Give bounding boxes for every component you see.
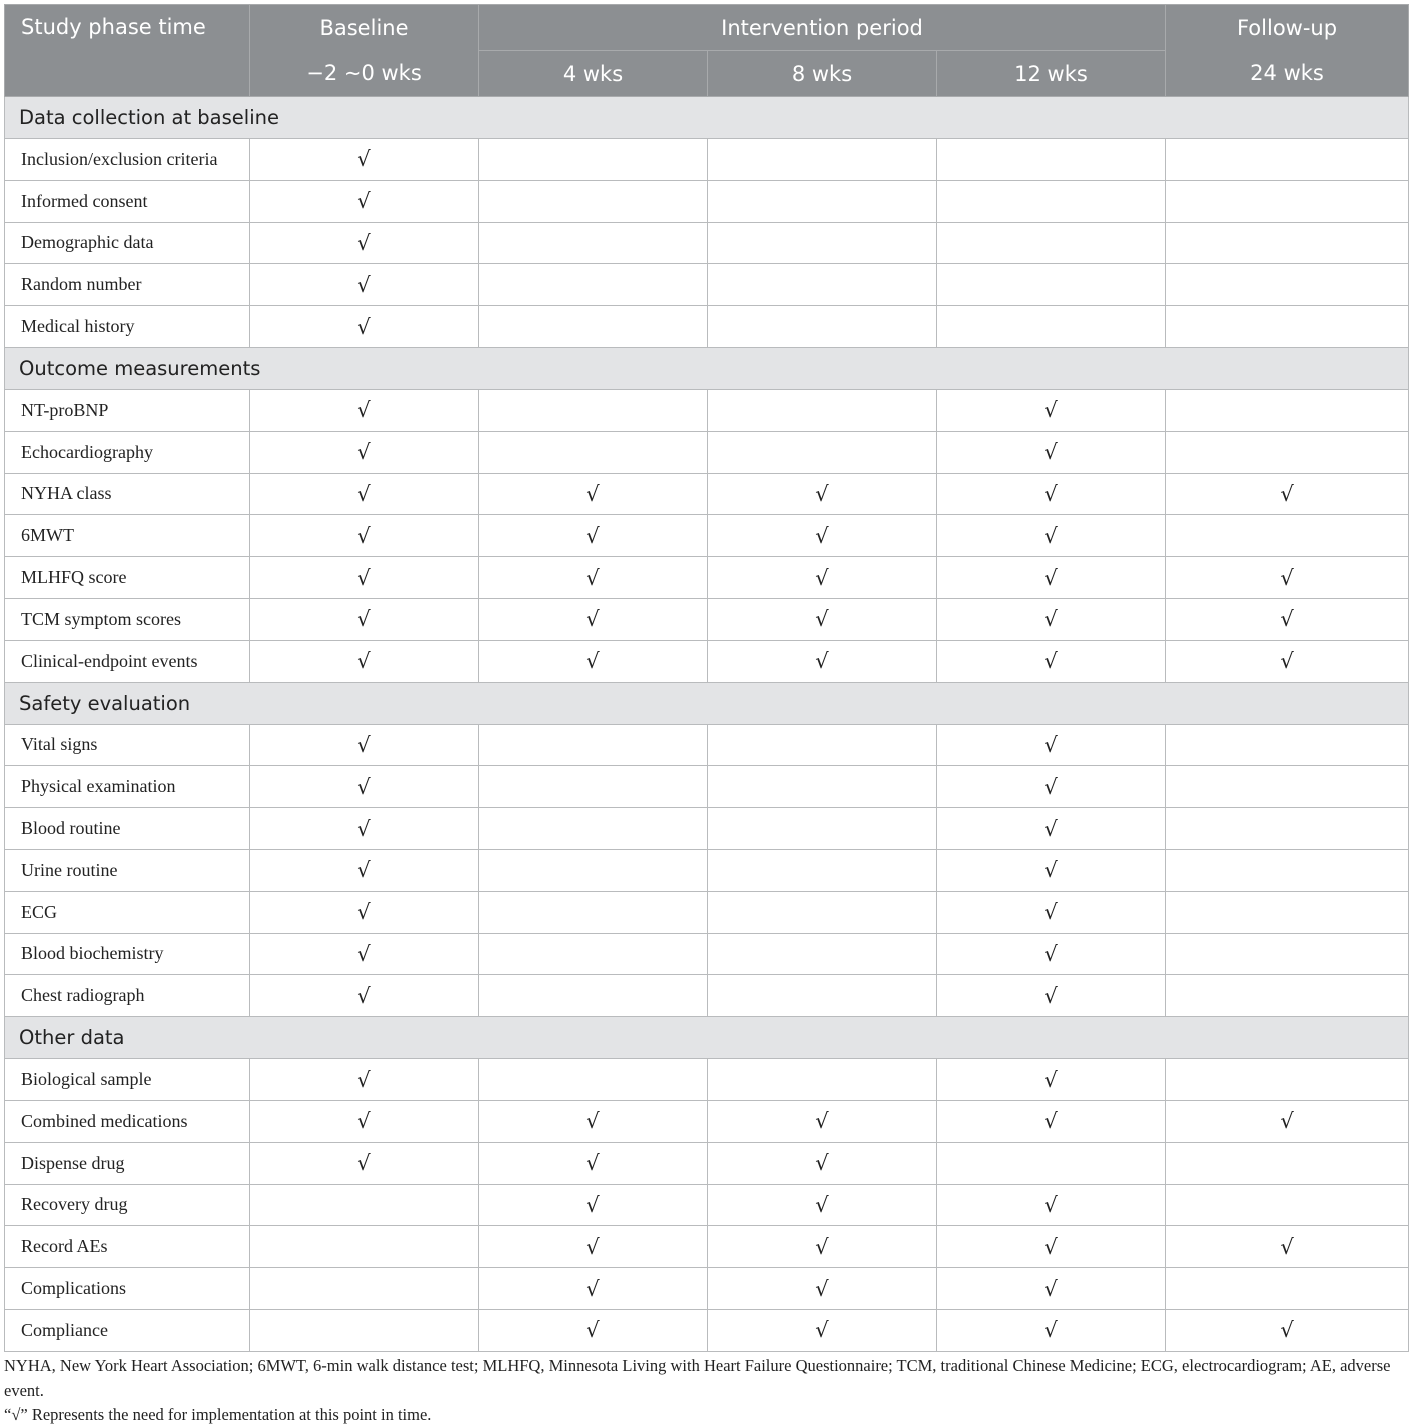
schedule-cell: [250, 1309, 479, 1351]
table-row: [5, 139, 1409, 181]
schedule-cell: [1166, 222, 1409, 264]
section-row: [5, 682, 1409, 724]
schedule-cell: [250, 598, 479, 640]
schedule-cell: [708, 598, 937, 640]
schedule-cell: [708, 1059, 937, 1101]
row-label: MLHFQ score: [5, 557, 250, 599]
table-row: [5, 1184, 1409, 1226]
check-mark-icon: √: [357, 481, 371, 506]
schedule-cell: [1166, 1142, 1409, 1184]
check-mark-icon: √: [815, 649, 829, 674]
schedule-cell: [479, 473, 708, 515]
check-mark-icon: √: [815, 523, 829, 548]
schedule-cell: [250, 139, 479, 181]
schedule-cell: [479, 1268, 708, 1310]
check-mark-icon: √: [586, 565, 600, 590]
schedule-cell: [1166, 849, 1409, 891]
check-mark-icon: √: [815, 1151, 829, 1176]
schedule-cell: [708, 473, 937, 515]
footnote-abbreviations: NYHA, New York Heart Association; 6MWT, 6-min walk distance test; MLHFQ, Minnesota Living with Heart Failure Questionnaire; TCM, traditional Chinese Medicine; ECG, electrocardiogram; AE, adverse event.: [4, 1356, 1391, 1400]
check-mark-icon: √: [1044, 481, 1058, 506]
check-mark-icon: √: [1280, 565, 1294, 590]
check-mark-icon: √: [1280, 1318, 1294, 1343]
schedule-cell: [708, 222, 937, 264]
schedule-cell: [937, 139, 1166, 181]
table-body: [5, 97, 1409, 1352]
schedule-cell: [1166, 473, 1409, 515]
section-title: Safety evaluation: [5, 682, 1409, 724]
schedule-cell: [937, 180, 1166, 222]
schedule-cell: [250, 1184, 479, 1226]
table-row: [5, 1226, 1409, 1268]
schedule-cell: [479, 389, 708, 431]
row-label: Physical examination: [5, 766, 250, 808]
schedule-cell: [250, 808, 479, 850]
table-row: [5, 891, 1409, 933]
schedule-cell: [937, 515, 1166, 557]
schedule-cell: [708, 1100, 937, 1142]
schedule-cell: [250, 389, 479, 431]
table-row: [5, 598, 1409, 640]
schedule-cell: [479, 766, 708, 808]
schedule-cell: [708, 808, 937, 850]
schedule-cell: [250, 849, 479, 891]
schedule-cell: [250, 1226, 479, 1268]
check-mark-icon: √: [1044, 774, 1058, 799]
header-12-wks: 12 wks: [937, 51, 1166, 97]
schedule-cell: [708, 640, 937, 682]
table-row: [5, 306, 1409, 348]
check-mark-icon: √: [586, 649, 600, 674]
schedule-cell: [1166, 139, 1409, 181]
schedule-cell: [708, 139, 937, 181]
footnote-check-meaning: “√” Represents the need for implementation at this point in time.: [4, 1405, 432, 1424]
schedule-cell: [708, 306, 937, 348]
schedule-cell: [250, 1100, 479, 1142]
row-label: NYHA class: [5, 473, 250, 515]
schedule-cell: [479, 849, 708, 891]
schedule-cell: [1166, 766, 1409, 808]
schedule-cell: [479, 1100, 708, 1142]
check-mark-icon: √: [1044, 1234, 1058, 1259]
row-label: Inclusion/exclusion criteria: [5, 139, 250, 181]
row-label: ECG: [5, 891, 250, 933]
schedule-cell: [250, 306, 479, 348]
table-row: [5, 724, 1409, 766]
section-title: Data collection at baseline: [5, 97, 1409, 139]
schedule-cell: [479, 431, 708, 473]
table-row: [5, 640, 1409, 682]
check-mark-icon: √: [1044, 398, 1058, 423]
row-label: Demographic data: [5, 222, 250, 264]
row-label: Random number: [5, 264, 250, 306]
table-row: [5, 473, 1409, 515]
table-row: [5, 849, 1409, 891]
check-mark-icon: √: [357, 774, 371, 799]
check-mark-icon: √: [357, 941, 371, 966]
schedule-cell: [1166, 264, 1409, 306]
schedule-cell: [708, 1268, 937, 1310]
schedule-cell: [708, 891, 937, 933]
check-mark-icon: √: [357, 440, 371, 465]
section-row: [5, 1017, 1409, 1059]
check-mark-icon: √: [357, 858, 371, 883]
schedule-cell: [708, 1184, 937, 1226]
schedule-cell: [250, 264, 479, 306]
row-label: Medical history: [5, 306, 250, 348]
schedule-cell: [937, 222, 1166, 264]
schedule-cell: [250, 891, 479, 933]
schedule-cell: [479, 222, 708, 264]
row-label: Blood routine: [5, 808, 250, 850]
schedule-cell: [479, 933, 708, 975]
schedule-cell: [1166, 598, 1409, 640]
check-mark-icon: √: [1044, 1109, 1058, 1134]
check-mark-icon: √: [357, 649, 371, 674]
schedule-cell: [708, 1142, 937, 1184]
schedule-cell: [708, 766, 937, 808]
schedule-cell: [937, 1268, 1166, 1310]
row-label: Biological sample: [5, 1059, 250, 1101]
check-mark-icon: √: [1044, 1192, 1058, 1217]
header-baseline: Baseline: [250, 5, 479, 51]
check-mark-icon: √: [357, 230, 371, 255]
schedule-cell: [250, 1142, 479, 1184]
schedule-cell: [937, 1184, 1166, 1226]
table-row: [5, 766, 1409, 808]
check-mark-icon: √: [357, 1109, 371, 1134]
table-row: [5, 933, 1409, 975]
table-row: [5, 431, 1409, 473]
check-mark-icon: √: [1044, 565, 1058, 590]
schedule-cell: [479, 1142, 708, 1184]
schedule-cell: [1166, 1268, 1409, 1310]
schedule-cell: [937, 473, 1166, 515]
check-mark-icon: √: [357, 398, 371, 423]
schedule-cell: [1166, 975, 1409, 1017]
check-mark-icon: √: [1044, 1276, 1058, 1301]
check-mark-icon: √: [1280, 481, 1294, 506]
schedule-cell: [1166, 1059, 1409, 1101]
schedule-cell: [479, 557, 708, 599]
table-row: [5, 1142, 1409, 1184]
schedule-cell: [937, 431, 1166, 473]
schedule-cell: [937, 389, 1166, 431]
check-mark-icon: √: [815, 1109, 829, 1134]
check-mark-icon: √: [1044, 816, 1058, 841]
check-mark-icon: √: [1044, 900, 1058, 925]
schedule-cell: [479, 808, 708, 850]
schedule-cell: [708, 264, 937, 306]
table-row: [5, 515, 1409, 557]
schedule-cell: [708, 515, 937, 557]
schedule-cell: [937, 598, 1166, 640]
check-mark-icon: √: [586, 1109, 600, 1134]
check-mark-icon: √: [357, 732, 371, 757]
check-mark-icon: √: [357, 1067, 371, 1092]
check-mark-icon: √: [1044, 607, 1058, 632]
schedule-cell: [250, 515, 479, 557]
check-mark-icon: √: [1044, 523, 1058, 548]
row-label: Clinical-endpoint events: [5, 640, 250, 682]
check-mark-icon: √: [586, 523, 600, 548]
schedule-cell: [937, 808, 1166, 850]
row-label: Urine routine: [5, 849, 250, 891]
row-label: Combined medications: [5, 1100, 250, 1142]
table-footnotes: [4, 1354, 1409, 1428]
check-mark-icon: √: [815, 1318, 829, 1343]
row-label: Dispense drug: [5, 1142, 250, 1184]
row-label: TCM symptom scores: [5, 598, 250, 640]
section-title: Outcome measurements: [5, 347, 1409, 389]
schedule-cell: [250, 557, 479, 599]
check-mark-icon: √: [357, 523, 371, 548]
check-mark-icon: √: [1044, 1318, 1058, 1343]
schedule-cell: [479, 264, 708, 306]
check-mark-icon: √: [586, 607, 600, 632]
schedule-cell: [1166, 515, 1409, 557]
schedule-cell: [479, 640, 708, 682]
schedule-cell: [937, 264, 1166, 306]
table-row: [5, 808, 1409, 850]
table-row: [5, 975, 1409, 1017]
schedule-cell: [708, 557, 937, 599]
check-mark-icon: √: [815, 607, 829, 632]
section-title: Other data: [5, 1017, 1409, 1059]
header-8-wks: 8 wks: [708, 51, 937, 97]
table-row: [5, 1268, 1409, 1310]
schedule-cell: [479, 724, 708, 766]
check-mark-icon: √: [357, 607, 371, 632]
table-row: [5, 389, 1409, 431]
check-mark-icon: √: [586, 1192, 600, 1217]
header-baseline-time: −2 ∼0 wks: [250, 51, 479, 97]
schedule-cell: [1166, 431, 1409, 473]
check-mark-icon: √: [586, 1276, 600, 1301]
schedule-cell: [937, 640, 1166, 682]
schedule-cell: [708, 1226, 937, 1268]
schedule-cell: [1166, 1309, 1409, 1351]
schedule-cell: [1166, 724, 1409, 766]
schedule-cell: [250, 933, 479, 975]
schedule-cell: [1166, 1226, 1409, 1268]
schedule-cell: [250, 1268, 479, 1310]
schedule-cell: [479, 306, 708, 348]
schedule-cell: [1166, 180, 1409, 222]
header-study-phase-time: Study phase time: [5, 5, 250, 97]
schedule-cell: [937, 849, 1166, 891]
schedule-cell: [708, 849, 937, 891]
row-label: Compliance: [5, 1309, 250, 1351]
schedule-cell: [479, 1059, 708, 1101]
table-row: [5, 1059, 1409, 1101]
table-row: [5, 1309, 1409, 1351]
check-mark-icon: √: [357, 900, 371, 925]
check-mark-icon: √: [357, 565, 371, 590]
check-mark-icon: √: [586, 481, 600, 506]
schedule-cell: [250, 766, 479, 808]
row-label: Complications: [5, 1268, 250, 1310]
check-mark-icon: √: [1044, 649, 1058, 674]
schedule-cell: [708, 431, 937, 473]
schedule-cell: [1166, 389, 1409, 431]
check-mark-icon: √: [357, 1151, 371, 1176]
schedule-cell: [937, 1142, 1166, 1184]
check-mark-icon: √: [1044, 983, 1058, 1008]
check-mark-icon: √: [1044, 440, 1058, 465]
schedule-cell: [250, 640, 479, 682]
schedule-cell: [250, 1059, 479, 1101]
table-row: [5, 557, 1409, 599]
schedule-cell: [479, 598, 708, 640]
schedule-cell: [1166, 808, 1409, 850]
check-mark-icon: √: [586, 1318, 600, 1343]
check-mark-icon: √: [815, 481, 829, 506]
table-row: [5, 222, 1409, 264]
schedule-cell: [479, 1226, 708, 1268]
row-label: 6MWT: [5, 515, 250, 557]
schedule-cell: [1166, 933, 1409, 975]
schedule-cell: [708, 389, 937, 431]
check-mark-icon: √: [1044, 858, 1058, 883]
check-mark-icon: √: [815, 1234, 829, 1259]
study-schedule-table: [4, 4, 1409, 1352]
schedule-cell: [1166, 306, 1409, 348]
check-mark-icon: √: [815, 1276, 829, 1301]
schedule-cell: [937, 975, 1166, 1017]
header-4-wks: 4 wks: [479, 51, 708, 97]
schedule-cell: [479, 139, 708, 181]
schedule-cell: [250, 724, 479, 766]
section-row: [5, 97, 1409, 139]
row-label: NT-proBNP: [5, 389, 250, 431]
table-row: [5, 1100, 1409, 1142]
schedule-cell: [708, 975, 937, 1017]
schedule-cell: [937, 933, 1166, 975]
section-row: [5, 347, 1409, 389]
schedule-cell: [937, 724, 1166, 766]
row-label: Chest radiograph: [5, 975, 250, 1017]
check-mark-icon: √: [815, 565, 829, 590]
check-mark-icon: √: [1044, 941, 1058, 966]
row-label: Recovery drug: [5, 1184, 250, 1226]
row-label: Blood biochemistry: [5, 933, 250, 975]
check-mark-icon: √: [1280, 649, 1294, 674]
schedule-cell: [1166, 1100, 1409, 1142]
check-mark-icon: √: [586, 1151, 600, 1176]
schedule-cell: [479, 891, 708, 933]
schedule-cell: [708, 724, 937, 766]
table-row: [5, 180, 1409, 222]
schedule-cell: [250, 431, 479, 473]
schedule-cell: [250, 180, 479, 222]
schedule-cell: [250, 473, 479, 515]
schedule-cell: [937, 1059, 1166, 1101]
schedule-cell: [708, 933, 937, 975]
schedule-cell: [937, 1309, 1166, 1351]
schedule-cell: [1166, 557, 1409, 599]
schedule-cell: [1166, 1184, 1409, 1226]
check-mark-icon: √: [357, 816, 371, 841]
check-mark-icon: √: [815, 1192, 829, 1217]
check-mark-icon: √: [357, 189, 371, 214]
schedule-cell: [708, 180, 937, 222]
table-row: [5, 264, 1409, 306]
schedule-cell: [479, 975, 708, 1017]
header-24-wks: 24 wks: [1166, 51, 1409, 97]
check-mark-icon: √: [1280, 1109, 1294, 1134]
schedule-cell: [1166, 891, 1409, 933]
check-mark-icon: √: [1280, 607, 1294, 632]
check-mark-icon: √: [1044, 732, 1058, 757]
check-mark-icon: √: [357, 983, 371, 1008]
schedule-cell: [937, 1100, 1166, 1142]
schedule-cell: [479, 180, 708, 222]
check-mark-icon: √: [357, 272, 371, 297]
schedule-cell: [937, 891, 1166, 933]
schedule-cell: [250, 222, 479, 264]
schedule-cell: [479, 515, 708, 557]
check-mark-icon: √: [1044, 1067, 1058, 1092]
check-mark-icon: √: [586, 1234, 600, 1259]
schedule-cell: [708, 1309, 937, 1351]
schedule-cell: [250, 975, 479, 1017]
row-label: Vital signs: [5, 724, 250, 766]
header-follow-up: Follow-up: [1166, 5, 1409, 51]
row-label: Informed consent: [5, 180, 250, 222]
schedule-cell: [937, 557, 1166, 599]
schedule-cell: [479, 1309, 708, 1351]
header-intervention-period: Intervention period: [479, 5, 1166, 51]
schedule-cell: [1166, 640, 1409, 682]
row-label: Record AEs: [5, 1226, 250, 1268]
schedule-cell: [479, 1184, 708, 1226]
schedule-cell: [937, 1226, 1166, 1268]
row-label: Echocardiography: [5, 431, 250, 473]
schedule-cell: [937, 766, 1166, 808]
schedule-cell: [937, 306, 1166, 348]
check-mark-icon: √: [357, 314, 371, 339]
check-mark-icon: √: [1280, 1234, 1294, 1259]
check-mark-icon: √: [357, 147, 371, 172]
